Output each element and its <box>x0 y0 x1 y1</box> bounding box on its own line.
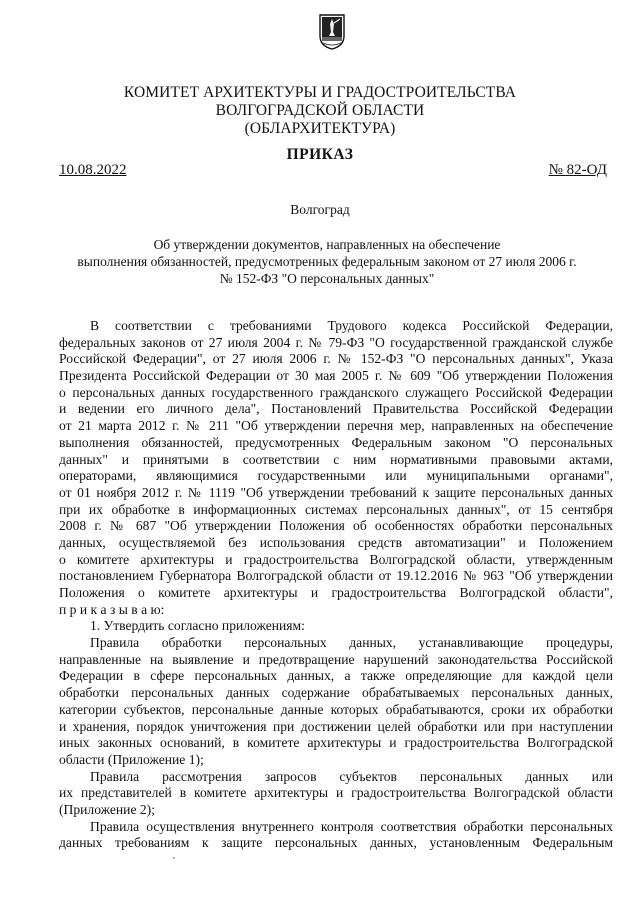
body-line: В соответствии с требованиями Трудового кодекса Российской Федерации, <box>90 318 613 333</box>
body-line: их представителей в комитете архитектуры и градостроительства Волгоградской области <box>59 785 613 801</box>
body-line: 2008 г. № 687 "Об утверждении Положения об особенностях обработки персональных <box>59 518 613 534</box>
body-line: иных законных оснований, в комитете архитектуры и градостроительства Волгоградской <box>59 735 613 751</box>
body-line: и хранения, порядок уничтожения при достижении целей обработки или при наступлении <box>59 718 613 734</box>
body-line: выполнения обязанностей, предусмотренных Федеральным законом "О персональных <box>59 434 613 450</box>
body-line: обработки персональных данных содержание обрабатываемых персональных данных, <box>59 685 613 701</box>
body-line: Федерации в сфере персональных данных, а также определяющие для каждой цели <box>59 668 613 684</box>
document-city: Волгоград <box>290 202 350 217</box>
document-date: 10.08.2022 <box>59 162 127 178</box>
body-line: данных, осуществляемой без использования средств автоматизации" и Положением <box>59 534 613 550</box>
body-line: Правила рассмотрения запросов субъектов персональных данных или <box>90 768 613 784</box>
body-line: п р и к а з ы в а ю: <box>59 601 165 617</box>
body-line: при их обработке в информационных системах персональных данных", от 15 сентября <box>59 501 613 517</box>
body-line: данных" и принятыми в соответствии с ним нормативными правовыми актами, <box>59 451 613 467</box>
body-line: (Приложение 2); <box>59 801 155 817</box>
body-line: направленные на выявление и предотвращение нарушений законодательства Российской <box>59 651 613 667</box>
subject-line: выполнения обязанностей, предусмотренных федеральным законом от 27 июля 2006 г. <box>77 254 577 269</box>
body-line: операторами, являющимися государственными или муниципальными органами", <box>59 468 613 484</box>
body-line: Положения о комитете архитектуры и градостроительства Волгоградской области", <box>59 585 613 600</box>
body-line: о персональных данных государственного гражданского служащего Российской Федерации <box>59 384 613 400</box>
subject-line: № 152-ФЗ "О персональных данных" <box>219 271 435 286</box>
body-line: области (Приложение 1); <box>59 751 204 767</box>
document-number: № 82-ОД <box>548 162 607 178</box>
document-subject <box>60 236 594 287</box>
body-line: постановлением Губернатора Волгоградской области от 19.12.2016 № 963 "Об утверждении <box>59 568 613 584</box>
body-line: категории субъектов, персональные данные которых обрабатываются, сроки их обработки <box>59 701 613 717</box>
body-line: от 21 марта 2012 г. № 211 "Об утверждении перечня мер, направленных на обеспечение <box>59 418 613 434</box>
document-body <box>59 318 613 852</box>
organization-header <box>0 84 640 138</box>
coat-of-arms-emblem <box>319 14 345 50</box>
document-type-title: ПРИКАЗ <box>286 146 354 163</box>
body-line: Правила осуществления внутреннего контроля соответствия обработки персональных <box>90 818 613 834</box>
body-line: от 01 ноября 2012 г. № 1119 "Об утверждении требований к защите персональных данных <box>59 484 613 500</box>
body-line: 1. Утвердить согласно приложениям: <box>90 618 305 634</box>
body-line: и ведении его личного дела", Постановлений Правительства Российской Федерации <box>59 401 613 417</box>
body-line: данных требованиям к защите персональных данных, установленным Федеральным <box>59 835 613 851</box>
body-line: Российской Федерации", от 27 июля 2006 г. № 152-ФЗ "О персональных данных", Указа <box>59 351 613 367</box>
body-line: федеральных законов от 27 июля 2004 г. № 79-ФЗ "О государственной гражданской службе <box>59 334 613 350</box>
body-line: о комитете архитектуры и градостроительства Волгоградской области, утвержденным <box>59 551 613 567</box>
header-line-1: КОМИТЕТ АРХИТЕКТУРЫ И ГРАДОСТРОИТЕЛЬСТВА <box>123 84 517 101</box>
scan-speck <box>173 857 175 859</box>
body-line: Президента Российской Федерации от 30 мая 2005 г. № 609 "Об утверждении Положения <box>59 368 613 384</box>
subject-line: Об утверждении документов, направленных на обеспечение <box>153 237 501 252</box>
header-line-3: (ОБЛАРХИТЕКТУРА) <box>244 120 396 137</box>
body-line: Правила обработки персональных данных, устанавливающие процедуры, <box>90 635 613 651</box>
header-line-2: ВОЛГОГРАДСКОЙ ОБЛАСТИ <box>215 102 425 119</box>
